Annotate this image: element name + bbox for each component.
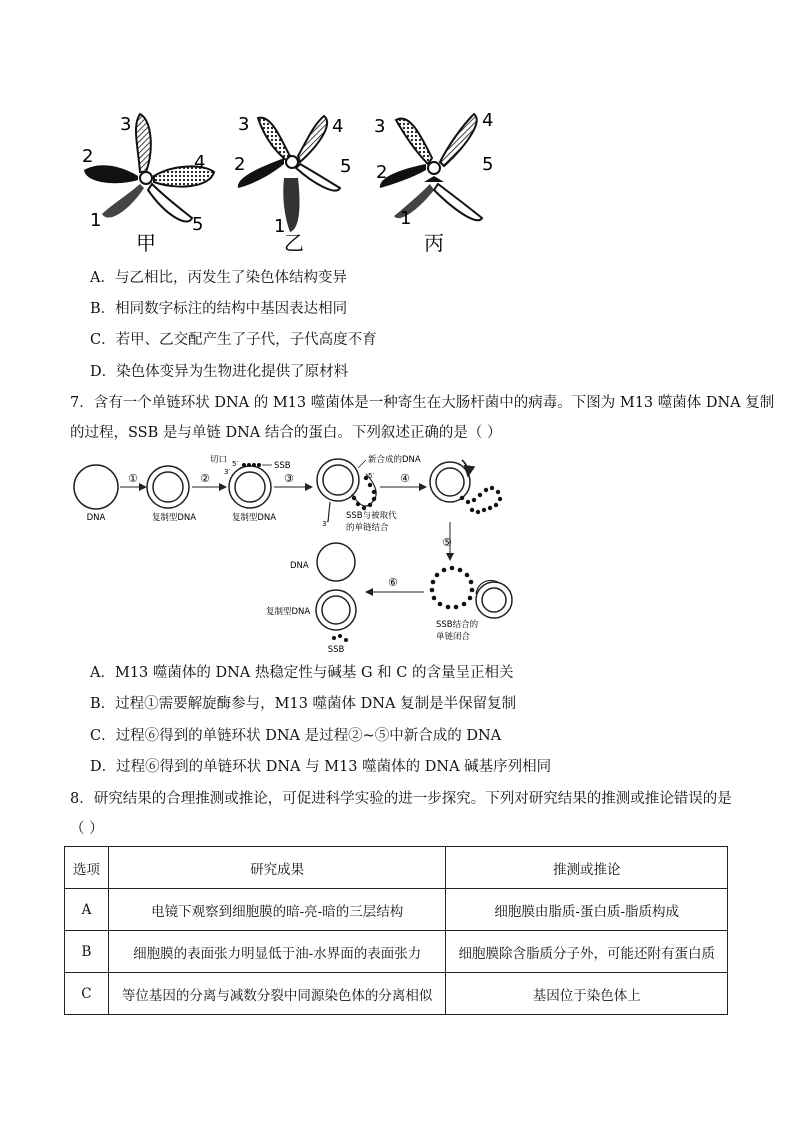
chromosome-figure [78,106,508,256]
q7-option-a[interactable]: A．M13 噬菌体的 DNA 热稳定性与碱基 G 和 C 的含量呈正相关 [90,665,514,681]
step-3: ③ [284,472,294,485]
five-prime-2: 5′ [368,472,375,480]
label-num: 2 [234,154,246,175]
step-6: ⑥ [388,576,398,589]
label-num: 4 [482,110,494,131]
three-prime: 3′ [224,468,231,476]
new-dna-label: 新合成的DNA [368,455,421,465]
product-dna-label: DNA [290,561,309,571]
label-num: 4 [332,116,344,137]
step-5: ⑤ [442,536,452,549]
row-b-result: 细胞膜的表面张力明显低于油-水界面的表面张力 [108,931,445,973]
q7-option-d[interactable]: D．过程⑥得到的单链环状 DNA 与 M13 噬菌体的 DNA 碱基序列相同 [90,759,552,775]
header-result: 研究成果 [108,847,445,889]
dna-label: DNA [86,513,106,523]
three-prime-2: 3′ [322,520,329,528]
label-num: 2 [82,146,94,167]
header-option: 选项 [65,847,109,889]
label-num: 3 [238,114,250,135]
step-2: ② [200,472,210,485]
label-num: 5 [192,214,204,235]
step-4: ④ [400,472,410,485]
label-num: 1 [90,210,102,231]
table-header-row [65,847,728,889]
chromosome-yi [234,114,351,255]
chromosome-bing [374,110,493,255]
q8-stem-line1: 8．研究结果的合理推测或推论，可促进科学实验的进一步探究。下列对研究结果的推测或推论错误的是 [70,791,732,807]
q8-table [64,846,728,1015]
table-row[interactable] [65,931,728,973]
label-num: 3 [120,114,132,135]
five-prime: 5′ [232,460,239,468]
q7-stem-line1: 7．含有一个单链环状 DNA 的 M13 噬菌体是一种寄生在大肠杆菌中的病毒。下图为 M13 噬菌体 DNA 复制 [70,395,775,411]
q6-option-c[interactable]: C．若甲、乙交配产生了子代，子代高度不育 [90,332,377,348]
header-inference: 推测或推论 [446,847,728,889]
table-row[interactable] [65,889,728,931]
row-c-inference: 基因位于染色体上 [446,973,728,1015]
rf-dna-label-2: 复制型DNA [231,513,277,523]
row-a-result: 电镜下观察到细胞膜的暗-亮-暗的三层结构 [108,889,445,931]
label-yi: 乙 [284,231,304,255]
q8-stem-line2: （ ） [70,821,104,837]
product-ssdna [317,543,355,581]
ssdna-circle [74,465,118,509]
product-ssb-label: SSB [327,645,345,655]
label-num: 4 [194,152,206,173]
q6-option-d[interactable]: D．染色体变异为生物进化提供了原材料 [90,364,349,380]
rf-dna-label-1: 复制型DNA [151,513,197,523]
nick-label: 切口 [210,455,228,465]
q7-stem-line2: 的过程，SSB 是与单链 DNA 结合的蛋白。下列叙述正确的是（ ） [70,425,502,441]
table-row[interactable] [65,973,728,1015]
label-jia: 甲 [136,231,156,255]
chromosome-jia [82,114,214,255]
step-1: ① [128,472,138,485]
product-rf-label: 复制型DNA [266,607,311,617]
row-a-option: A [65,889,109,931]
ssb-closed-label-1: SSB结合的 [436,620,479,630]
q7-option-b[interactable]: B．过程①需要解旋酶参与，M13 噬菌体 DNA 复制是半保留复制 [90,696,517,712]
row-b-option: B [65,931,109,973]
label-bing: 丙 [424,231,444,255]
row-b-inference: 细胞膜除含脂质分子外，可能还附有蛋白质 [446,931,728,973]
label-num: 3 [374,116,386,137]
label-num: 5 [340,156,352,177]
row-c-result: 等位基因的分离与减数分裂中同源染色体的分离相似 [108,973,445,1015]
row-c-option: C [65,973,109,1015]
ssb-bound-circle [430,566,475,610]
m13-replication-diagram [66,450,586,658]
label-num: 1 [274,216,286,237]
ssb-closed-label-2: 单链闭合 [436,632,471,642]
ssb-label-1: SSB [274,461,291,471]
q6-option-b[interactable]: B．相同数字标注的结构中基因表达相同 [90,301,348,317]
label-num: 2 [376,162,388,183]
ssb-displaced-label-1: SSB与被取代 [346,511,397,521]
ssb-displaced-label-2: 的单链结合 [346,523,389,533]
label-num: 1 [400,208,412,229]
q6-option-a[interactable]: A．与乙相比，丙发生了染色体结构变异 [90,270,347,286]
q7-option-c[interactable]: C．过程⑥得到的单链环状 DNA 是过程②~⑤中新合成的 DNA [90,728,502,744]
label-num: 5 [482,154,494,175]
row-a-inference: 细胞膜由脂质-蛋白质-脂质构成 [446,889,728,931]
